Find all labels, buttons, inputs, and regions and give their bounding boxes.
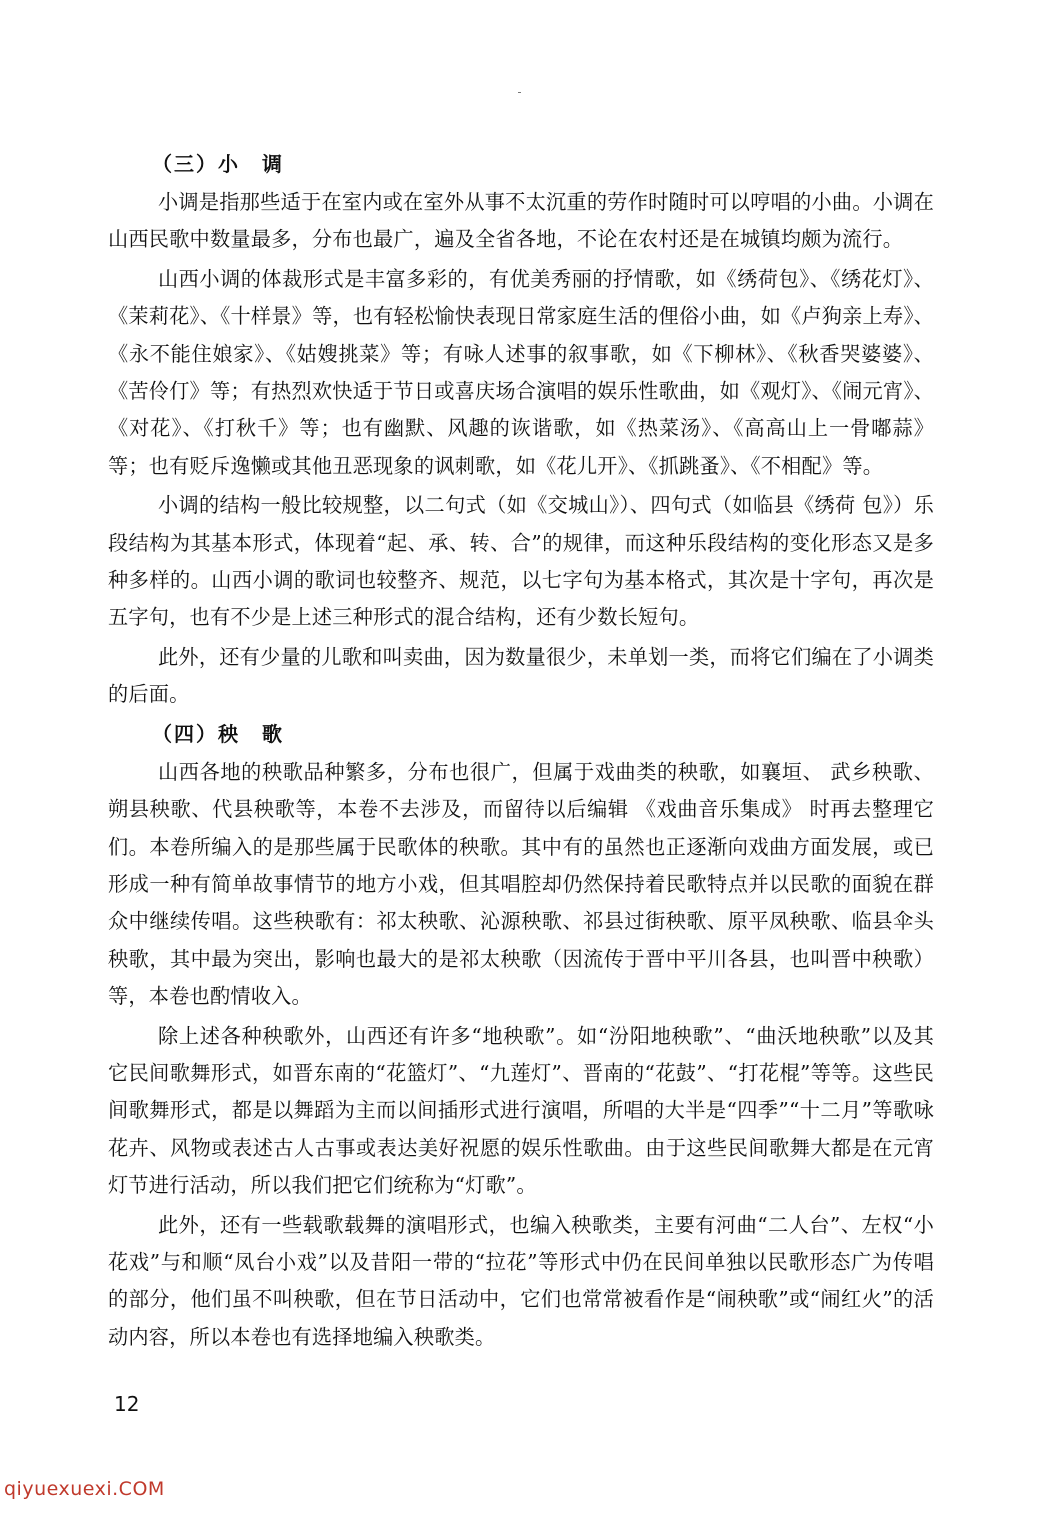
scan-speck — [518, 92, 521, 93]
paragraph: 山西小调的体裁形式是丰富多彩的，有优美秀丽的抒情歌，如《绣荷包》、《绣花灯》、《茉莉花》、《十样景》等，也有轻松愉快表现日常家庭生活的俚俗小曲，如《卢狗亲上寿》、《永不能住娘家》、《姑嫂挑菜》等；有咏人述事的叙事歌，如《下柳林》、《秋香哭婆婆》、《苦伶仃》等；有热烈欢快适于节日或喜庆场合演唱的娱乐性歌曲，如《观灯》、《闹元宵》、《对花》、《打秋千》等；也有幽默、风趣的诙谐歌，如《热菜汤》、《高高山上一骨嘟蒜》等；也有贬斥逸懒或其他丑恶现象的讽刺歌，如《花儿开》、《抓跳蚤》、《不相配》等。 — [108, 266, 934, 478]
paragraph: 山西各地的秧歌品种繁多，分布也很广，但属于戏曲类的秧歌，如襄垣、 武乡秧歌、朔县秧歌、代县秧歌等，本卷不去涉及，而留待以后编辑 《戏曲音乐集成》 时再去整理它们。本卷所编入的是那些属于民歌体的秧歌。其中有的虽然也正逐渐向戏曲方面发展，或已形成一种有简单故事情节的地方小戏，但其唱腔却仍然保持着民歌特点并以民歌的面貌在群众中继续传唱。这些秧歌有：祁太秧歌、沁源秧歌、祁县过街秧歌、原平凤秧歌、临县伞头秧歌，其中最为突出，影响也最大的是祁太秧歌（因流传于晋中平川各县，也叫晋中秧歌）等，本卷也酌情收入。 — [108, 759, 934, 1009]
paragraph: 此外，还有少量的儿歌和叫卖曲，因为数量很少，未单划一类，而将它们编在了小调类的后面。 — [108, 644, 934, 707]
page-number: 12 — [114, 1392, 140, 1416]
paragraph: 此外，还有一些载歌载舞的演唱形式，也编入秧歌类，主要有河曲“二人台”、左权“小花戏”与和顺“凤台小戏”以及昔阳一带的“拉花”等形式中仍在民间单独以民歌形态广为传唱的部分，他们虽不叫秧歌，但在节日活动中，它们也常常被看作是“闹秧歌”或“闹红火”的活动内容，所以本卷也有选择地编入秧歌类。 — [108, 1212, 934, 1349]
paragraph: 除上述各种秧歌外，山西还有许多“地秧歌”。如“汾阳地秧歌”、“曲沃地秧歌”以及其它民间歌舞形式，如晋东南的“花篮灯”、“九莲灯”、晋南的“花鼓”、“打花棍”等等。这些民间歌舞形式，都是以舞蹈为主而以间插形式进行演唱，所唱的大半是“四季”“十二月”等歌咏花卉、风物或表述古人古事或表达美好祝愿的娱乐性歌曲。由于这些民间歌舞大都是在元宵灯节进行活动，所以我们把它们统称为“灯歌”。 — [108, 1023, 934, 1198]
page-content — [108, 146, 934, 1358]
site-watermark: qiyuexuexi.COM — [4, 1478, 165, 1500]
section-heading-yangge: （四）秧 歌 — [152, 721, 284, 746]
section-heading-xiaodiao: （三）小 调 — [152, 152, 284, 176]
paragraph: 小调是指那些适于在室内或在室外从事不太沉重的劳作时随时可以哼唱的小曲。小调在山西民歌中数量最多，分布也最广，遍及全省各地，不论在农村还是在城镇均颇为流行。 — [108, 190, 934, 252]
paragraph: 小调的结构一般比较规整，以二句式（如《交城山》）、四句式（如临县《绣荷 包》）乐段结构为其基本形式，体现着“起、承、转、合”的规律，而这种乐段结构的变化形态又是多种多样的。山西小调的歌词也较整齐、规范，以七字句为基本格式，其次是十字句，再次是五字句，也有不少是上述三种形式的混合结构，还有少数长短句。 — [108, 493, 934, 630]
